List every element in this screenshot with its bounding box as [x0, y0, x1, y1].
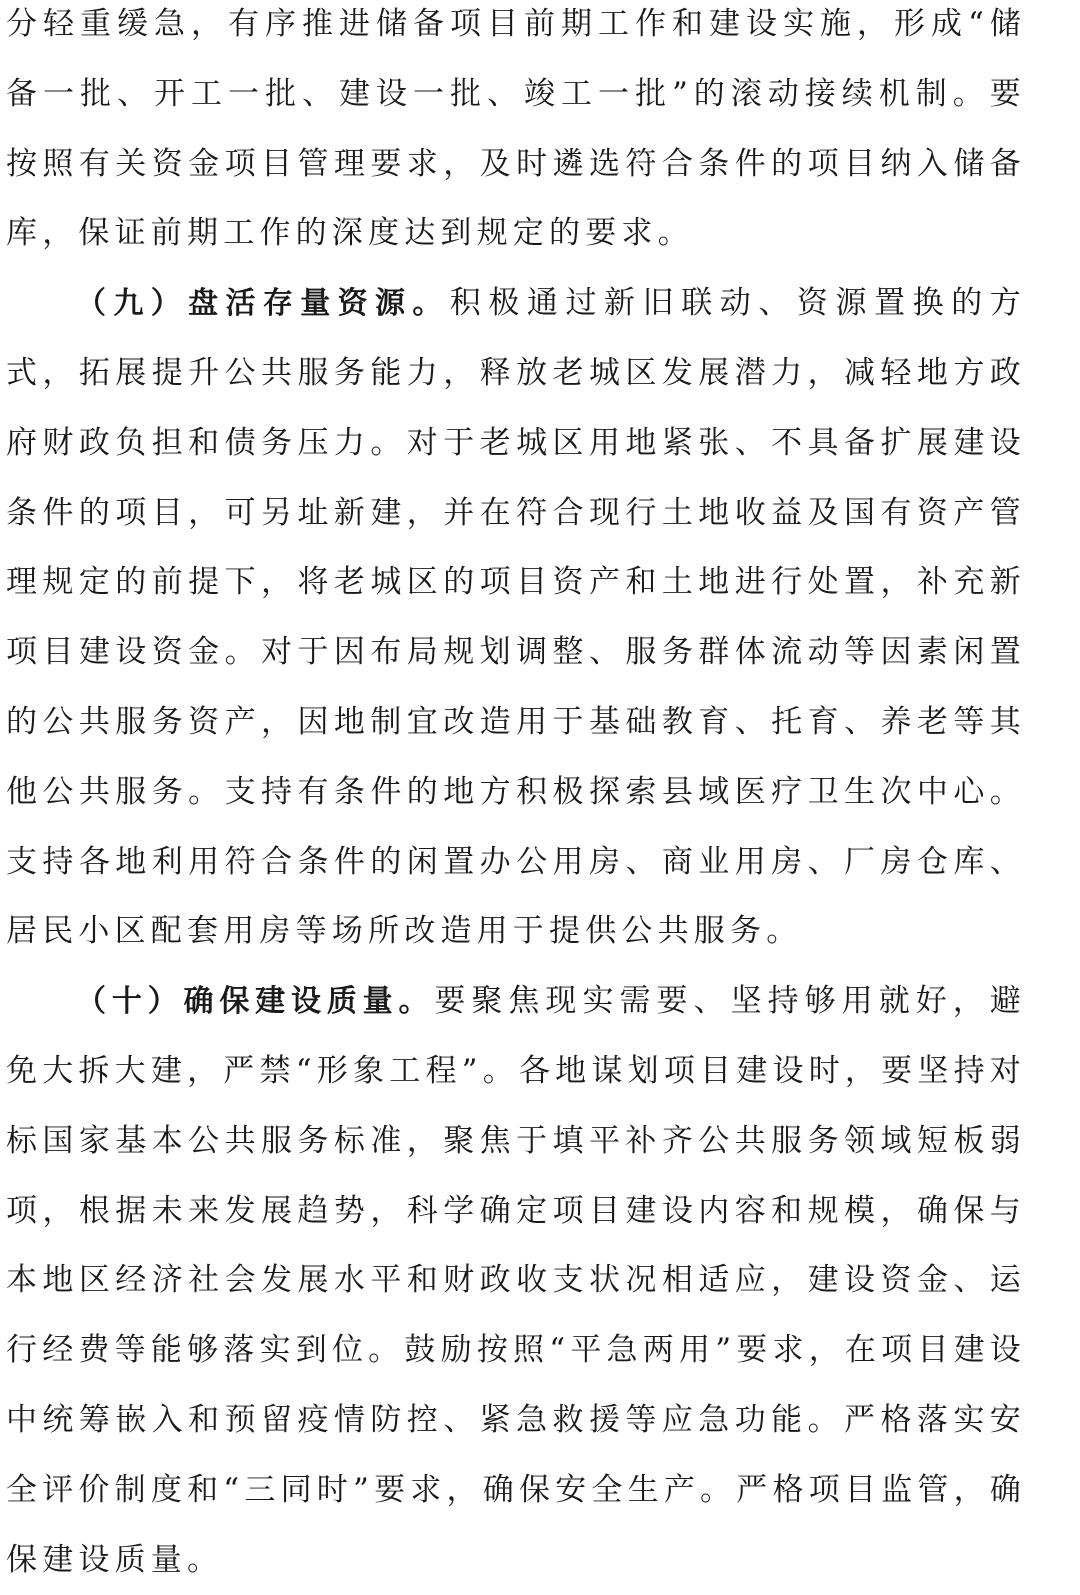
paragraph-text: 分轻重缓急，有序推进储备项目前期工作和建设实施，形成“储备一批、开工一批、建设一批、竣工一批”的滚动接续机制。要按照有关资金项目管理要求，及时遴选符合条件的项目纳入储备库，保证前期工作的深度达到规定的要求。: [6, 6, 1026, 252]
section-heading: （十）确保建设质量。: [76, 984, 435, 1020]
paragraph-text: 积极通过新旧联动、资源置换的方式，拓展提升公共服务能力，释放老城区发展潜力，减轻地方政府财政负担和债务压力。对于老城区用地紧张、不具备扩展建设条件的项目，可另址新建，并在符合现行土地收益及国有资产管理规定的前提下，将老城区的项目资产和土地进行处置，补充新项目建设资金。对于因布局规划调整、服务群体流动等因素闲置的公共服务资产，因地制宜改造用于基础教育、托育、养老等其他公共服务。支持有条件的地方积极探索县域医疗卫生次中心。支持各地利用符合条件的闲置办公用房、商业用房、厂房仓库、居民小区配套用房等场所改造用于提供公共服务。: [6, 285, 1026, 950]
paragraph-text: 要聚焦现实需要、坚持够用就好，避免大拆大建，严禁“形象工程”。各地谋划项目建设时，要坚持对标国家基本公共服务标准，聚焦于填平补齐公共服务领域短板弱项，根据未来发展趋势，科学确定项目建设内容和规模，确保与本地区经济社会发展水平和财政收支状况相适应，建设资金、运行经费等能够落实到位。鼓励按照“平急两用”要求，在项目建设中统筹嵌入和预留疫情防控、紧急救援等应急功能。严格落实安全评价制度和“三同时”要求，确保安全生产。严格项目监管，确保建设质量。: [6, 983, 1027, 1578]
section-heading: （九）盘活存量资源。: [76, 286, 450, 322]
paragraph-section-9: [6, 269, 1026, 967]
paragraph-continuation: [6, 0, 1026, 269]
paragraph-section-10: [6, 967, 1026, 1595]
document-page: [6, 0, 1027, 1578]
